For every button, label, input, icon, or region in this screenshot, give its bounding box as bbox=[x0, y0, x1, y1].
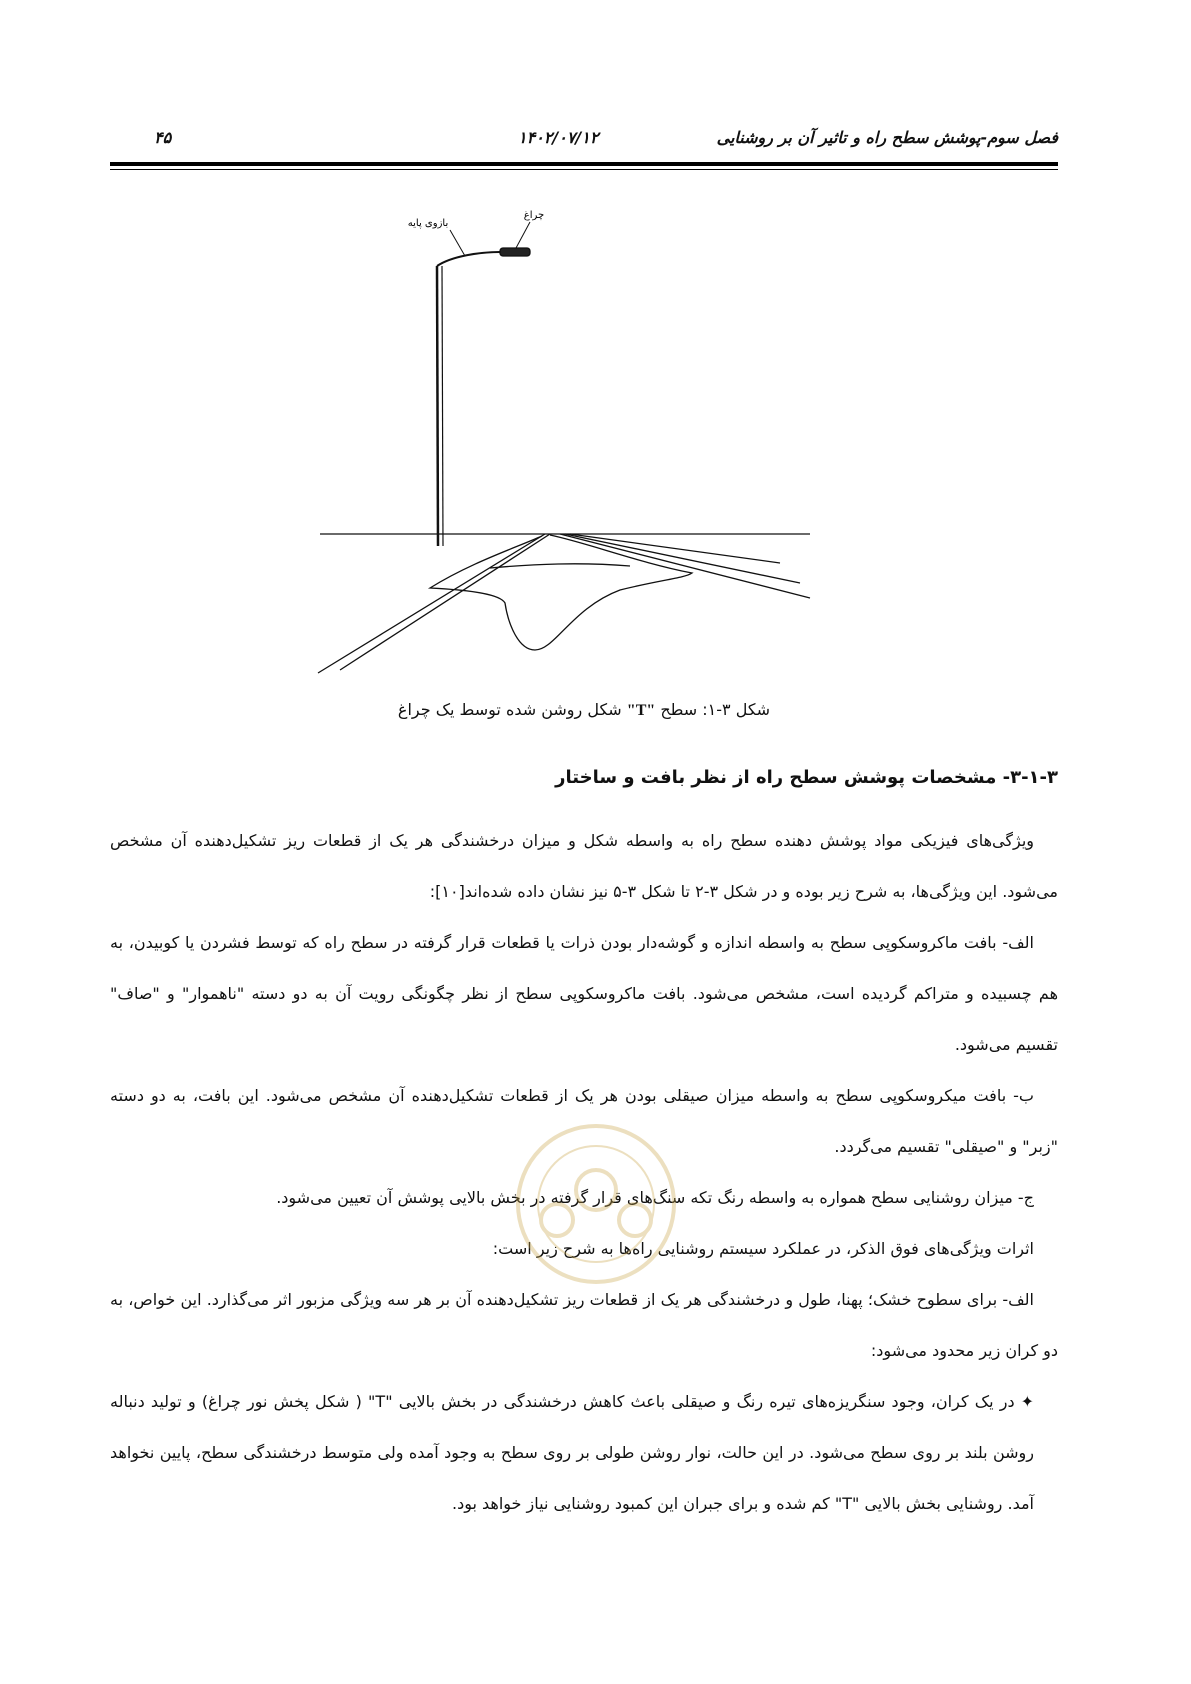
label-arm: بازوی پایه bbox=[407, 218, 449, 229]
header-date: ۱۴۰۲/۰۷/۱۲ bbox=[518, 128, 599, 147]
caption-bold: "T" bbox=[626, 702, 656, 719]
road-edge-right-inner bbox=[565, 534, 800, 583]
paragraph-5: اثرات ویژگی‌های فوق الذکر، در عملکرد سیستم روشنایی راه‌ها به شرح زیر است: bbox=[492, 1239, 1034, 1258]
caption-suffix: شکل روشن شده توسط یک چراغ bbox=[397, 700, 627, 719]
lit-upper-edge bbox=[490, 564, 630, 568]
paragraph-1: ویژگی‌های فیزیکی مواد پوشش دهنده سطح راه به واسطه شکل و میزان درخشندگی هر یک از قطعات ریز تشکیل‌دهنده آن مشخص می‌شود. این ویژگی‌ها، به شرح زیر بوده و در شکل ۳-۲ تا شکل ۳-۵ نیز نشان داده شده‌اند[۱۰]: bbox=[110, 831, 1058, 901]
road-edge-left-inner bbox=[340, 534, 550, 670]
paragraph-3: ب- بافت میکروسکوپی سطح به واسطه میزان صیقلی بودن هر یک از قطعات تشکیل‌دهنده آن مشخص می‌شود. این بافت، به دو دسته "زبر" و "صیقلی" تقسیم می‌گردد. bbox=[110, 1086, 1058, 1156]
bullet-item bbox=[110, 1376, 1058, 1529]
paragraph-4: ج- میزان روشنایی سطح همواره به واسطه رنگ تکه سنگ‌های قرار گرفته در بخش بالایی پوشش آن تعیین می‌شود. bbox=[276, 1188, 1034, 1207]
lamp-head bbox=[500, 248, 530, 256]
label-lamp: چراغ bbox=[523, 210, 545, 221]
bullet-icon: ✦ bbox=[1020, 1392, 1034, 1411]
figure-caption bbox=[110, 700, 1058, 720]
page-header bbox=[110, 128, 1058, 152]
road-edge-right bbox=[560, 534, 810, 598]
paragraph-2: الف- بافت ماکروسکوپی سطح به واسطه اندازه و گوشه‌دار بودن ذرات یا قطعات قرار گرفته در سطح راه که توسط فشردن یا کوبیدن، به هم چسبیده و متراکم گردیده است، مشخص می‌شود. بافت ماکروسکوپی سطح از نظر چگونگی رویت آن به دو دسته "ناهموار" و "صاف" تقسیم می‌شود. bbox=[110, 933, 1058, 1054]
caption-prefix: شکل ۳-۱: سطح bbox=[655, 700, 771, 719]
seal-watermark bbox=[512, 1120, 680, 1288]
road-edge-left bbox=[318, 534, 545, 673]
paragraph-6: الف- برای سطوح خشک؛ پهنا، طول و درخشندگی هر یک از قطعات ریز تشکیل‌دهنده آن بر هر سه ویژگی مزبور اثر می‌گذارد. این خواص، به دو کران زیر محدود می‌شود: bbox=[110, 1290, 1058, 1360]
street-light-drawing bbox=[320, 210, 820, 678]
chapter-title: فصل سوم-پوشش سطح راه و تاثیر آن بر روشنایی bbox=[716, 128, 1058, 147]
lamp-arm bbox=[437, 252, 500, 266]
bullet-text: در یک کران، وجود سنگریزه‌های تیره رنگ و صیقلی باعث کاهش درخشندگی در بخش بالایی "T" ( شکل پخش نور چراغ) و تولید دنباله روشن بلند بر روی سطح می‌شود. در این حالت، نوار روشن طولی بر روی سطح به وجود آمده ولی متوسط درخشندگی سطح، پایین نخواهد آمد. روشنایی بخش بالایی "T" کم شده و برای جبران این کمبود روشنایی نیاز خواهد بود. bbox=[110, 1392, 1034, 1513]
lamp-pole bbox=[437, 266, 438, 546]
header-rule-thin bbox=[110, 169, 1058, 170]
page-number: ۴۵ bbox=[154, 128, 172, 147]
section-heading: ۳-۱-۳- مشخصات پوشش سطح راه از نظر بافت و ساختار bbox=[555, 767, 1058, 788]
street-light-figure bbox=[320, 210, 820, 678]
header-rule-thick bbox=[110, 162, 1058, 166]
